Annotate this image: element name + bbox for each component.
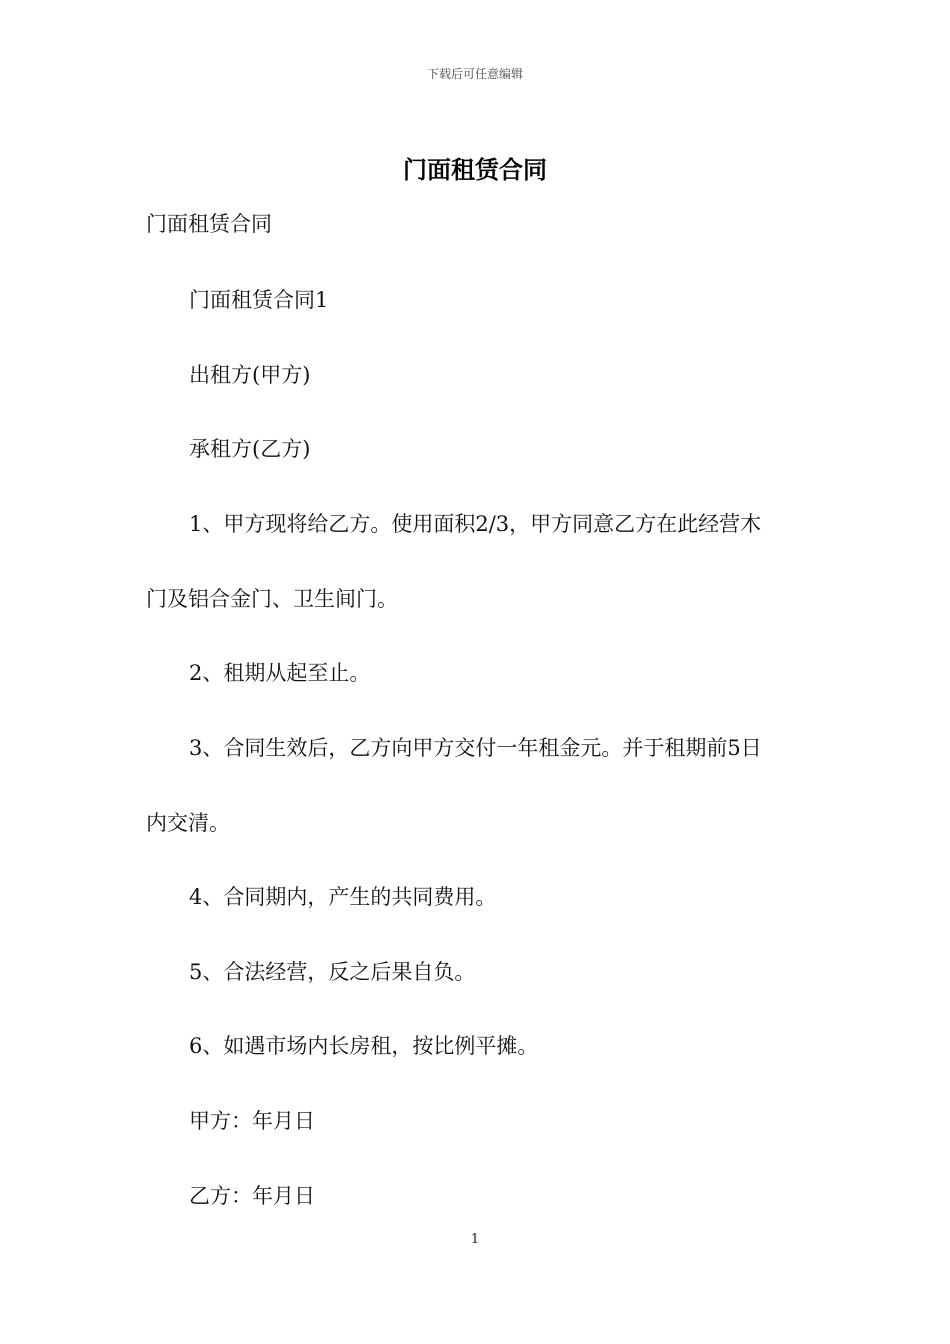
document-title: 门面租赁合同 xyxy=(403,155,547,184)
signature-party-b: 乙方：年月日 xyxy=(189,1184,315,1208)
clause-3-line-1: 3、合同生效后，乙方向甲方交付一年租金元。并于租期前5日 xyxy=(189,736,762,760)
lessee-label: 承租方(乙方) xyxy=(189,437,311,461)
page-header-note: 下载后可任意编辑 xyxy=(426,67,523,81)
document-subtitle: 门面租赁合同 xyxy=(146,212,272,236)
lessor-label: 出租方(甲方) xyxy=(189,363,311,387)
section-heading: 门面租赁合同1 xyxy=(189,288,329,312)
clause-1-line-2: 门及铝合金门、卫生间门。 xyxy=(146,587,398,611)
clause-6: 6、如遇市场内长房租，按比例平摊。 xyxy=(189,1034,539,1058)
clause-2: 2、租期从起至止。 xyxy=(189,661,371,685)
clause-3-line-2: 内交清。 xyxy=(146,811,230,835)
page-number: 1 xyxy=(470,1232,480,1247)
clause-5: 5、合法经营，反之后果自负。 xyxy=(189,960,476,984)
clause-1-line-1: 1、甲方现将给乙方。使用面积2/3，甲方同意乙方在此经营木 xyxy=(189,512,762,536)
clause-4: 4、合同期内，产生的共同费用。 xyxy=(189,885,497,909)
signature-party-a: 甲方：年月日 xyxy=(189,1109,315,1133)
